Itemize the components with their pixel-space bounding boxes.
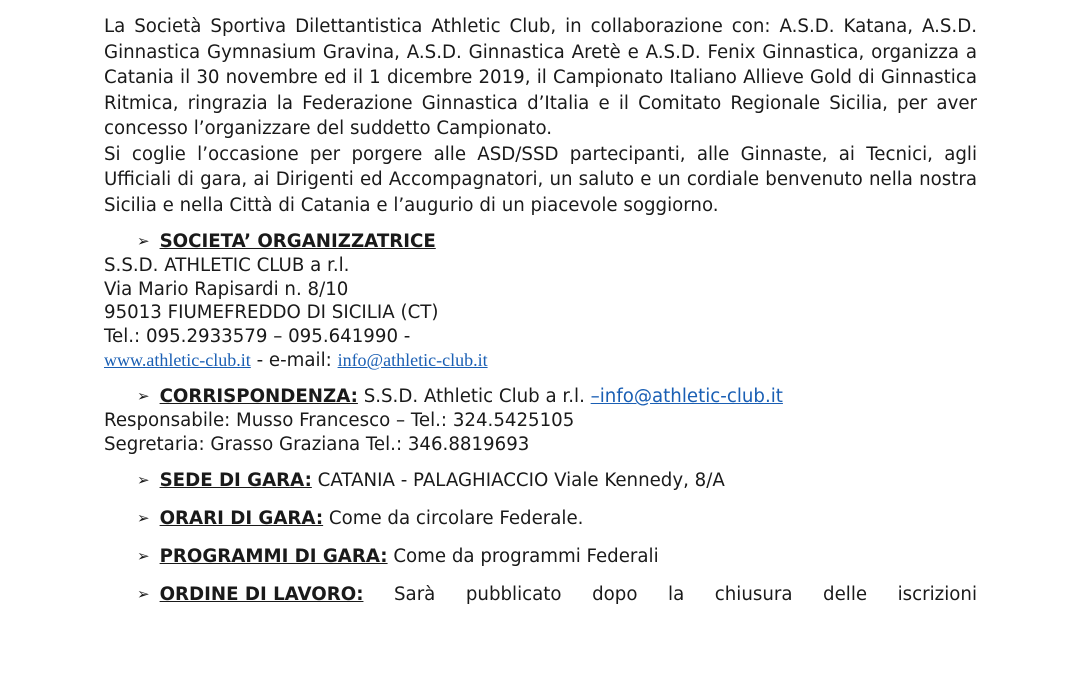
arrow-bullet-icon: ➢ bbox=[137, 547, 150, 565]
ordine-word: delle bbox=[823, 584, 868, 605]
website-link[interactable]: www.athletic-club.it bbox=[104, 350, 251, 370]
heading-organizzatrice: SOCIETA’ ORGANIZZATRICE bbox=[159, 231, 436, 252]
heading-orari: ORARI DI GARA: bbox=[159, 508, 324, 529]
intro-paragraph-1: La Società Sportiva Dilettantistica Athletic Club, in collaborazione con: A.S.D. Katana, A.S.D. Ginnastica Gymnasium Gravina, A.S.D. Ginnastica Aretè e A.S.D. Fenix Ginnastica, organizza a Catania il 30 novembre ed il 1 dicembre 2019, il Campionato Italiano Allieve Gold di Ginnastica Ritmica, ringrazia la Federazione Ginnastica d’Italia e il Comitato Regionale Sicilia, per aver concesso l’organizzare del suddetto Campionato. bbox=[104, 16, 977, 139]
heading-ordine: ORDINE DI LAVORO: bbox=[159, 584, 364, 605]
ordine-word: Sarà bbox=[394, 584, 436, 605]
org-phone: Tel.: 095.2933579 – 095.641990 - bbox=[104, 325, 411, 347]
section-corrispondenza bbox=[104, 385, 977, 409]
corrispondenza-text: S.S.D. Athletic Club a r.l. bbox=[357, 386, 591, 407]
heading-sede: SEDE DI GARA: bbox=[159, 470, 312, 491]
orari-text: Come da circolare Federale. bbox=[323, 508, 584, 529]
ordine-heading-group bbox=[137, 583, 363, 607]
arrow-bullet-icon: ➢ bbox=[137, 471, 150, 489]
email-label: - e-mail: bbox=[250, 350, 338, 371]
heading-corrispondenza: CORRISPONDENZA: bbox=[159, 386, 358, 407]
section-organizzatrice-heading bbox=[104, 230, 977, 254]
programmi-text: Come da programmi Federali bbox=[387, 546, 659, 567]
heading-programmi: PROGRAMMI DI GARA: bbox=[159, 546, 388, 567]
arrow-bullet-icon: ➢ bbox=[137, 232, 150, 250]
section-sede bbox=[104, 469, 977, 493]
corrispondenza-email-link[interactable]: –info@athletic-club.it bbox=[590, 386, 783, 407]
ordine-word: pubblicato bbox=[465, 584, 562, 605]
responsabile-line: Responsabile: Musso Francesco – Tel.: 324.5425105 bbox=[104, 410, 575, 431]
email-link[interactable]: info@athletic-club.it bbox=[337, 350, 488, 370]
ordine-word: iscrizioni bbox=[897, 584, 977, 605]
section-programmi bbox=[104, 545, 977, 569]
org-name: S.S.D. ATHLETIC CLUB a r.l. bbox=[104, 255, 350, 276]
arrow-bullet-icon: ➢ bbox=[137, 585, 150, 603]
arrow-bullet-icon: ➢ bbox=[137, 387, 150, 405]
org-city: 95013 FIUMEFREDDO DI SICILIA (CT) bbox=[104, 302, 439, 323]
ordine-word: dopo bbox=[592, 584, 638, 605]
section-ordine bbox=[104, 583, 977, 607]
sede-text: CATANIA - PALAGHIACCIO Viale Kennedy, 8/A bbox=[311, 470, 725, 491]
ordine-word: chiusura bbox=[714, 584, 793, 605]
org-address: Via Mario Rapisardi n. 8/10 bbox=[104, 278, 349, 300]
section-orari bbox=[104, 507, 977, 531]
document-page bbox=[104, 14, 977, 607]
org-contacts bbox=[104, 348, 977, 373]
intro-paragraph-2: Si coglie l’occasione per porgere alle ASD/SSD partecipanti, alle Ginnaste, ai Tecnici, agli Ufficiali di gara, ai Dirigenti ed Accompagnatori, un saluto e un cordiale benvenuto nella nostra Sicilia e nella Città di Catania e l’augurio di un piacevole soggiorno. bbox=[104, 143, 977, 216]
arrow-bullet-icon: ➢ bbox=[137, 509, 150, 527]
segretaria-line: Segretaria: Grasso Graziana Tel.: 346.8819693 bbox=[104, 433, 530, 455]
ordine-word: la bbox=[668, 584, 685, 605]
